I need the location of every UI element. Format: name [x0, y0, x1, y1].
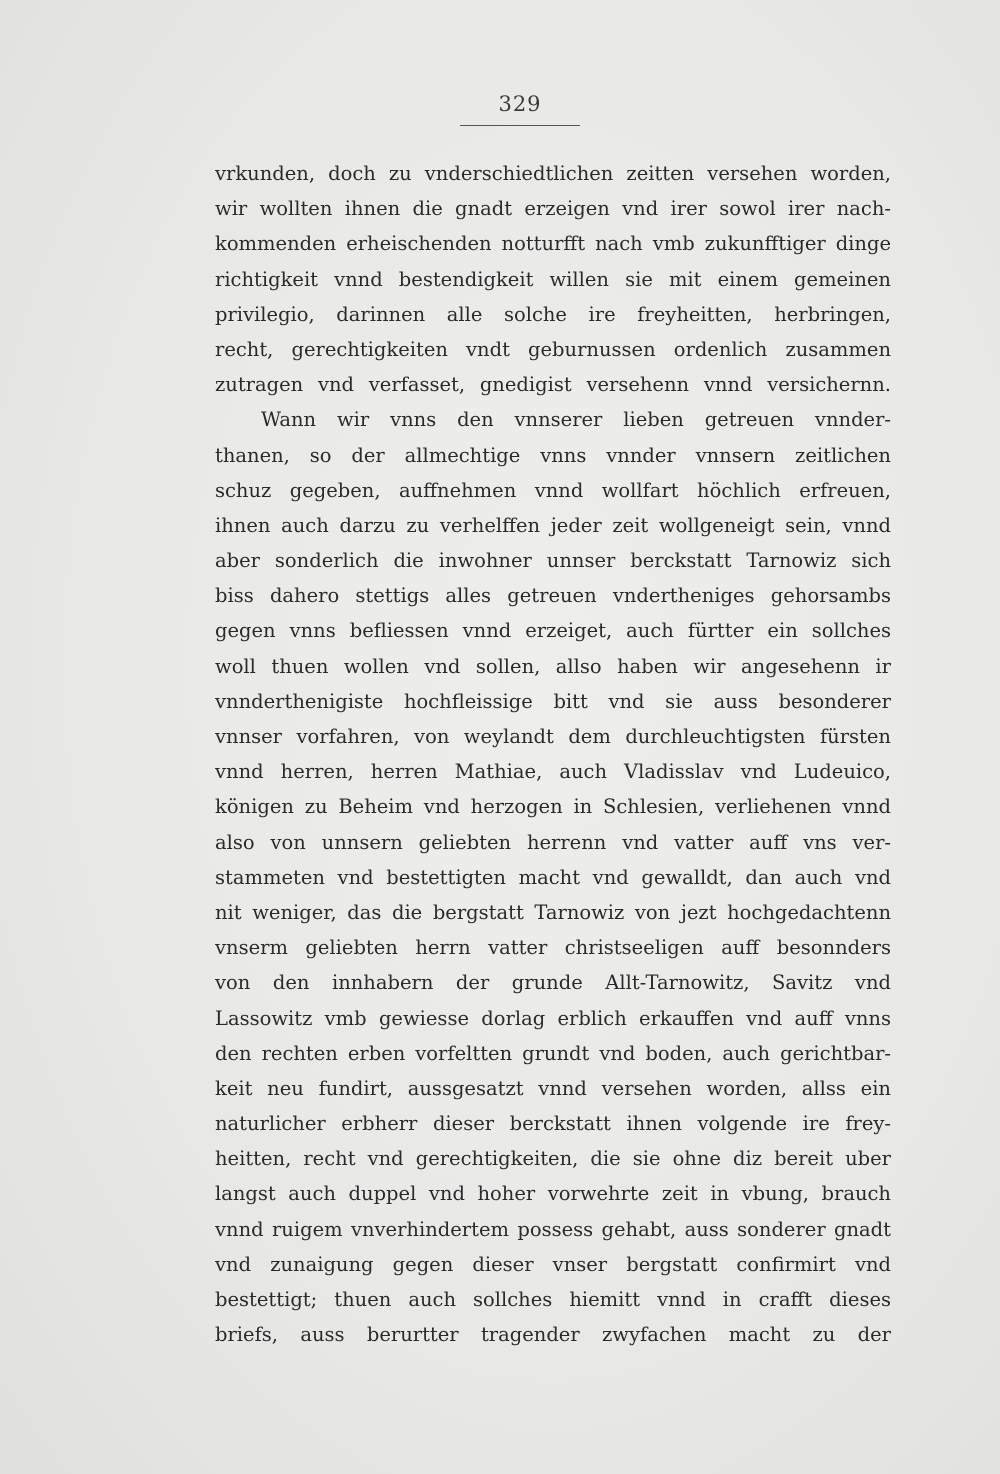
text-line: thanen, so der allmechtige vnns vnnder vnnsern zeitlichen — [215, 443, 891, 467]
text-line: aber sonderlich die inwohner unnser berckstatt Tarnowiz sich — [215, 549, 891, 573]
text-line: gegen vnns befliessen vnnd erzeiget, auch fürtter ein sollches — [215, 619, 891, 643]
text-line: nit weniger, das die bergstatt Tarnowiz von jezt hochgedachtenn — [215, 900, 891, 924]
paragraph-start-line: Wann wir vnns den vnnserer lieben getreuen vnnder- — [261, 408, 891, 432]
text-line: recht, gerechtigkeiten vndt geburnussen ordenlich zusammen — [215, 337, 891, 361]
text-line: von den innhabern der grunde Allt-Tarnowitz, Savitz vnd — [215, 971, 891, 995]
text-line: vrkunden, doch zu vnderschiedtlichen zeitten versehen worden, — [215, 162, 891, 185]
page-number-rule — [460, 125, 580, 126]
text-line: zutragen vnd verfasset, gnedigist versehenn vnnd versichernn. — [215, 373, 891, 397]
text-line: vnd zunaigung gegen dieser vnser bergstatt confirmirt vnd — [215, 1252, 891, 1276]
page-number: 329 — [498, 92, 542, 116]
body-text — [215, 156, 891, 1352]
text-line: also von unnsern geliebten herrenn vnd vatter auff vns ver- — [215, 830, 891, 854]
text-line: vnnd ruigem vnverhindertem possess gehabt, auss sonderer gnadt — [215, 1217, 891, 1241]
text-line: Lassowitz vmb gewiesse dorlag erblich erkauffen vnd auff vnns — [215, 1006, 891, 1030]
text-line: vnnser vorfahren, von weylandt dem durchleuchtigsten fürsten — [215, 725, 891, 748]
text-line: vnnd herren, herren Mathiae, auch Vladisslav vnd Ludeuico, — [215, 760, 891, 784]
text-line: den rechten erben vorfeltten grundt vnd boden, auch gerichtbar- — [215, 1041, 891, 1065]
text-line: wir wollten ihnen die gnadt erzeigen vnd irer sowol irer nach- — [215, 197, 891, 221]
text-line: briefs, auss berurtter tragender zwyfachen macht zu der — [215, 1323, 891, 1347]
text-line: königen zu Beheim vnd herzogen in Schlesien, verliehenen vnnd — [215, 795, 891, 819]
text-line: vnserm geliebten herrn vatter christseeligen auff besonnders — [215, 936, 891, 960]
text-line: stammeten vnd bestettigten macht vnd gewalldt, dan auch vnd — [215, 865, 891, 889]
text-line: heitten, recht vnd gerechtigkeiten, die sie ohne diz bereit uber — [215, 1147, 891, 1171]
text-line: bestettigt; thuen auch sollches hiemitt vnnd in crafft dieses — [215, 1288, 891, 1311]
text-line: woll thuen wollen vnd sollen, allso haben wir angesehenn ir — [215, 654, 891, 678]
text-line: kommenden erheischenden notturfft nach vmb zukunfftiger dinge — [215, 232, 891, 256]
text-line: privilegio, darinnen alle solche ire freyheitten, herbringen, — [215, 302, 891, 326]
text-line: langst auch duppel vnd hoher vorwehrte zeit in vbung, brauch — [215, 1182, 891, 1206]
text-line: biss dahero stettigs alles getreuen vndertheniges gehorsambs — [215, 584, 891, 608]
text-line: schuz gegeben, auffnehmen vnnd wollfart höchlich erfreuen, — [215, 478, 891, 502]
text-line: keit neu fundirt, aussgesatzt vnnd versehen worden, allss ein — [215, 1076, 891, 1100]
text-line: ihnen auch darzu zu verhelffen jeder zeit wollgeneigt sein, vnnd — [215, 513, 891, 537]
text-line: richtigkeit vnnd bestendigkeit willen sie mit einem gemeinen — [215, 267, 891, 291]
text-line: vnnderthenigiste hochfleissige bitt vnd sie auss besonderer — [215, 689, 891, 713]
text-line: naturlicher erbherr dieser berckstatt ihnen volgende ire frey- — [215, 1112, 891, 1136]
